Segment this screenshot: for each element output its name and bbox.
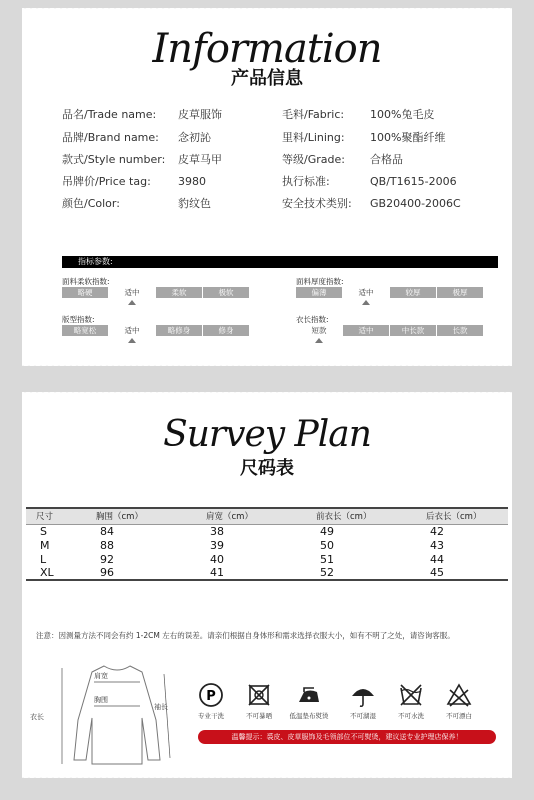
chest-label: 胸围 bbox=[94, 696, 108, 704]
info-label: 毛料/Fabric: bbox=[282, 108, 345, 121]
info-row bbox=[62, 195, 211, 211]
column-header: 胸围（cm） bbox=[86, 508, 196, 524]
survey-subtitle: 尺码表 bbox=[240, 458, 294, 479]
table-cell: S bbox=[40, 524, 47, 538]
scale-label: 面料柔软指数: bbox=[62, 277, 110, 286]
info-label: 品牌/Brand name: bbox=[62, 131, 159, 144]
column-header: 尺寸 bbox=[26, 508, 86, 524]
umbrella-icon bbox=[350, 682, 376, 708]
table-cell: 44 bbox=[430, 552, 444, 566]
info-subtitle: 产品信息 bbox=[231, 68, 303, 89]
fit-scale bbox=[62, 314, 250, 344]
scale-option: 适中 bbox=[343, 325, 389, 336]
care-caption: 低温垫布熨烫 bbox=[289, 712, 329, 720]
table-cell: 88 bbox=[100, 538, 114, 552]
info-row bbox=[62, 151, 222, 167]
table-cell: 96 bbox=[86, 566, 196, 580]
selected-marker-icon bbox=[315, 338, 323, 343]
dry-clean-icon bbox=[198, 682, 224, 708]
scale-option: 长款 bbox=[437, 325, 483, 336]
table-cell: 41 bbox=[196, 566, 306, 580]
selected-marker-icon bbox=[362, 300, 370, 305]
no-wash-icon bbox=[398, 682, 424, 708]
care-tip-banner: 温馨提示：裘皮、皮草服饰及毛领部位不可熨烫，建议送专业护理店保养！ bbox=[198, 730, 496, 744]
scale-option: 略宽松 bbox=[62, 325, 108, 336]
survey-title: Survey Plan bbox=[163, 414, 371, 455]
scale-option: 略修身 bbox=[156, 325, 202, 336]
table-cell: 43 bbox=[430, 538, 444, 552]
scale-option: 柔软 bbox=[156, 287, 202, 298]
scale-label: 衣长指数: bbox=[296, 315, 329, 324]
info-row bbox=[62, 106, 222, 122]
info-row bbox=[282, 195, 461, 211]
care-caption: 不可湖湿 bbox=[350, 712, 376, 720]
scale-option: 修身 bbox=[203, 325, 249, 336]
care-item bbox=[386, 682, 436, 720]
length-scale bbox=[296, 314, 484, 344]
selected-marker-icon bbox=[128, 300, 136, 305]
indicator-header: 指标参数: bbox=[62, 256, 498, 268]
thickness-scale bbox=[296, 276, 484, 306]
shoulder-label: 肩宽 bbox=[94, 672, 108, 680]
info-value: 皮草服饰 bbox=[178, 108, 222, 121]
info-label: 执行标准: bbox=[282, 175, 330, 188]
table-row bbox=[26, 552, 508, 566]
table-row bbox=[26, 538, 508, 552]
scale-option: 较厚 bbox=[390, 287, 436, 298]
info-row bbox=[62, 173, 206, 189]
scale-option: 极厚 bbox=[437, 287, 483, 298]
care-item bbox=[338, 682, 388, 720]
care-item bbox=[234, 682, 284, 720]
info-label: 颜色/Color: bbox=[62, 197, 120, 210]
info-value: QB/T1615-2006 bbox=[370, 175, 457, 188]
info-value: 念初訫 bbox=[178, 131, 211, 144]
info-label: 安全技术类别: bbox=[282, 197, 352, 210]
info-label: 里料/Lining: bbox=[282, 131, 345, 144]
care-item bbox=[284, 682, 334, 720]
garment-diagram bbox=[52, 660, 182, 770]
table-cell: 39 bbox=[210, 538, 224, 552]
scale-option: 适中 bbox=[109, 325, 155, 336]
info-value: 豹纹色 bbox=[178, 197, 211, 210]
table-cell: 84 bbox=[100, 524, 114, 538]
table-cell: 42 bbox=[430, 524, 444, 538]
info-label: 品名/Trade name: bbox=[62, 108, 157, 121]
care-item bbox=[434, 682, 484, 720]
table-cell: XL bbox=[26, 566, 86, 580]
svg-text:P: P bbox=[206, 689, 216, 704]
info-title: Information bbox=[152, 26, 382, 72]
info-value: 合格品 bbox=[370, 153, 403, 166]
no-sun-dry-icon bbox=[246, 682, 272, 708]
scale-option: 中长款 bbox=[390, 325, 436, 336]
softness-scale bbox=[62, 276, 250, 306]
info-row bbox=[282, 129, 445, 145]
scale-label: 面料厚度指数: bbox=[296, 277, 344, 286]
scale-option: 偏薄 bbox=[296, 287, 342, 298]
scale-option: 略硬 bbox=[62, 287, 108, 298]
care-caption: 不可漂白 bbox=[446, 712, 472, 720]
column-header: 肩宽（cm） bbox=[196, 508, 306, 524]
size-chart-card bbox=[22, 392, 512, 778]
product-info-card bbox=[22, 8, 512, 366]
table-cell: 38 bbox=[210, 524, 224, 538]
info-row bbox=[282, 173, 457, 189]
info-value: 3980 bbox=[178, 175, 206, 188]
scale-label: 版型指数: bbox=[62, 315, 95, 324]
care-caption: 不可暴晒 bbox=[246, 712, 272, 720]
size-table-header bbox=[26, 508, 508, 524]
info-value: 皮草马甲 bbox=[178, 153, 222, 166]
care-caption: 不可水洗 bbox=[398, 712, 424, 720]
table-row bbox=[26, 524, 508, 538]
info-label: 款式/Style number: bbox=[62, 153, 166, 166]
sleeve-label: 袖长 bbox=[154, 703, 168, 711]
scale-option: 极软 bbox=[203, 287, 249, 298]
column-header: 后衣长（cm） bbox=[416, 508, 508, 524]
info-value: GB20400-2006C bbox=[370, 197, 461, 210]
size-table bbox=[26, 507, 508, 581]
info-value: 100%聚酯纤维 bbox=[370, 131, 446, 144]
table-cell: 52 bbox=[306, 566, 416, 580]
table-cell: 92 bbox=[100, 552, 114, 566]
table-cell: 49 bbox=[320, 524, 334, 538]
table-cell: 51 bbox=[320, 552, 334, 566]
scale-option: 适中 bbox=[343, 287, 389, 298]
info-label: 等级/Grade: bbox=[282, 153, 345, 166]
table-cell: L bbox=[40, 552, 47, 566]
care-item bbox=[186, 682, 236, 720]
table-row bbox=[26, 566, 508, 580]
table-cell: 40 bbox=[210, 552, 224, 566]
info-label: 吊牌价/Price tag: bbox=[62, 175, 151, 188]
info-row bbox=[282, 151, 403, 167]
table-cell: 50 bbox=[320, 538, 334, 552]
scale-option: 短款 bbox=[296, 325, 342, 336]
length-label: 衣长 bbox=[30, 713, 44, 721]
care-caption: 专业干洗 bbox=[198, 712, 224, 720]
info-row bbox=[282, 106, 434, 122]
low-iron-icon bbox=[296, 682, 322, 708]
info-value: 100%兔毛皮 bbox=[370, 108, 435, 121]
info-row bbox=[62, 129, 211, 145]
table-cell: M bbox=[40, 538, 50, 552]
no-bleach-icon bbox=[446, 682, 472, 708]
column-header: 前衣长（cm） bbox=[306, 508, 416, 524]
table-cell: 45 bbox=[416, 566, 508, 580]
scale-option: 适中 bbox=[109, 287, 155, 298]
selected-marker-icon bbox=[128, 338, 136, 343]
measurement-note: 注意：因测量方法不同会有约 1-2CM 左右的误差。请亲们根据自身体形和需求选择衣服大小，如有不明了之处，请咨询客服。 bbox=[36, 631, 455, 640]
